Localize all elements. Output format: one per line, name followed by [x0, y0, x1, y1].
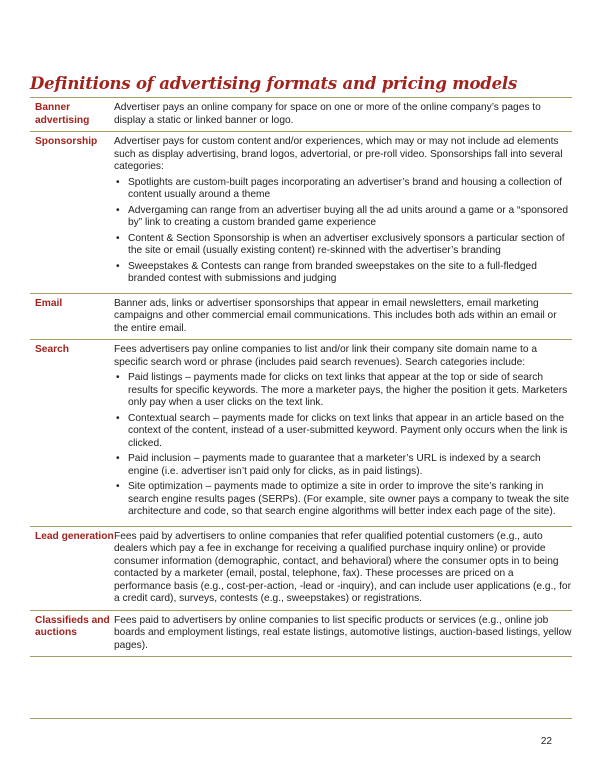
list-item: • Paid listings – payments made for clicks on text links that appear at the top or side of search results for specific keywords. The more a marketer pays, the higher the position it gets. Marketers only pay when a user clicks on the text link.	[116, 372, 568, 408]
term-label: Lead generation	[35, 530, 114, 542]
bullet-icon: •	[116, 453, 120, 464]
term-label: Email	[35, 297, 63, 309]
definition-text: Advertiser pays for custom content and/or experiences, which may or may not include ad elements such as display advertising, brand logos, advertorial, or pre-roll video. Sponsorships fall into several categories:	[114, 136, 563, 172]
bullet-icon: •	[116, 176, 120, 188]
definitions-table	[30, 97, 572, 657]
table-row-classifieds-and-auctions	[30, 611, 572, 658]
term-label: Banner advertising	[35, 102, 90, 126]
bullet-icon: •	[116, 232, 120, 244]
definition-text: Banner ads, links or advertiser sponsorships that appear in email newsletters, email marketing campaigns and other commercial email communications. This includes both ads within an email or the entire email.	[114, 297, 557, 334]
definition-text: Fees advertisers pay online companies to list and/or link their company site domain name to a specific search word or phrase (includes paid search revenues). Search categories include:	[114, 344, 537, 368]
page-title: Definitions of advertising formats and pricing models	[30, 74, 518, 93]
table-row-sponsorship	[30, 132, 572, 294]
list-item: • Paid inclusion – payments made to guarantee that a marketer’s URL is indexed by a search engine (i.e. advertiser isn’t paid only for clicks, as in paid listings).	[116, 453, 541, 477]
bullet-list	[114, 177, 572, 286]
term-definition	[114, 298, 572, 336]
page-number: 22	[540, 736, 552, 747]
list-item: • Contextual search – payments made for clicks on text links that appear in an article based on the context of the content, instead of a user-submitted keyword. Payment only occurs when the link is clicked.	[116, 412, 568, 449]
bullet-icon: •	[116, 481, 120, 492]
term-definition	[114, 531, 572, 606]
term-definition	[114, 102, 572, 127]
bullet-icon: •	[116, 260, 120, 272]
list-item: • Advergaming can range from an advertiser buying all the ad units around a game or a “sponsored by” link to creating a custom branded game experience	[116, 204, 569, 228]
definition-text: Fees paid by advertisers to online companies that refer qualified potential customers (e.g., auto dealers which pay a fee in exchange for receiving a qualified purchase inquiry online) or provide consumer information (demographic, contact, and behavioral) where the consumer opts in to being contacted by a marketer (email, postal, telephone, fax). These processes are priced on a performance basis (e.g., cost-per-action, -lead or -inquiry), and can include user applications (e.g., for a credit card), surveys, contests (e.g., sweepstakes) or registrations.	[114, 530, 571, 604]
table-row-email	[30, 294, 572, 341]
term-label: Classifieds and auctions	[35, 614, 110, 638]
table-row-search	[30, 340, 572, 527]
footer-divider	[30, 718, 572, 719]
table-row-banner-advertising	[30, 98, 572, 132]
definition-text: Advertiser pays an online company for space on one or more of the online company’s pages to display a static or linked banner or logo.	[114, 102, 541, 126]
term-definition	[114, 344, 572, 522]
list-item: • Sweepstakes & Contests can range from branded sweepstakes on the site to a full-fledged branded contest with submissions and judging	[116, 260, 537, 284]
list-item: • Site optimization – payments made to optimize a site in order to improve the site’s ranking in search engine results pages (SERPs). (For example, site owner pays a company to tweak the site architecture and code, so that search engine algorithms will better index each page of the site).	[116, 481, 570, 517]
term-label: Search	[35, 344, 69, 355]
term-label: Sponsorship	[35, 136, 98, 147]
table-row-lead-generation	[30, 527, 572, 611]
definition-text: Fees paid to advertisers by online companies to list specific products or services (e.g., online job boards and employment listings, real estate listings, automotive listings, auction-based listings, yellow pages).	[114, 614, 572, 651]
term-definition	[114, 136, 572, 289]
list-item: • Spotlights are custom-built pages incorporating an advertiser’s brand and housing a collection of content usually around a theme	[116, 176, 562, 200]
bullet-list	[114, 372, 572, 519]
list-item: • Content & Section Sponsorship is when an advertiser exclusively sponsors a particular section of the site or email (usually existing content) re-skinned with the advertiser’s branding	[116, 232, 565, 256]
bullet-icon: •	[116, 412, 120, 424]
bullet-icon: •	[116, 204, 120, 216]
term-definition	[114, 615, 572, 653]
bullet-icon: •	[116, 372, 120, 383]
